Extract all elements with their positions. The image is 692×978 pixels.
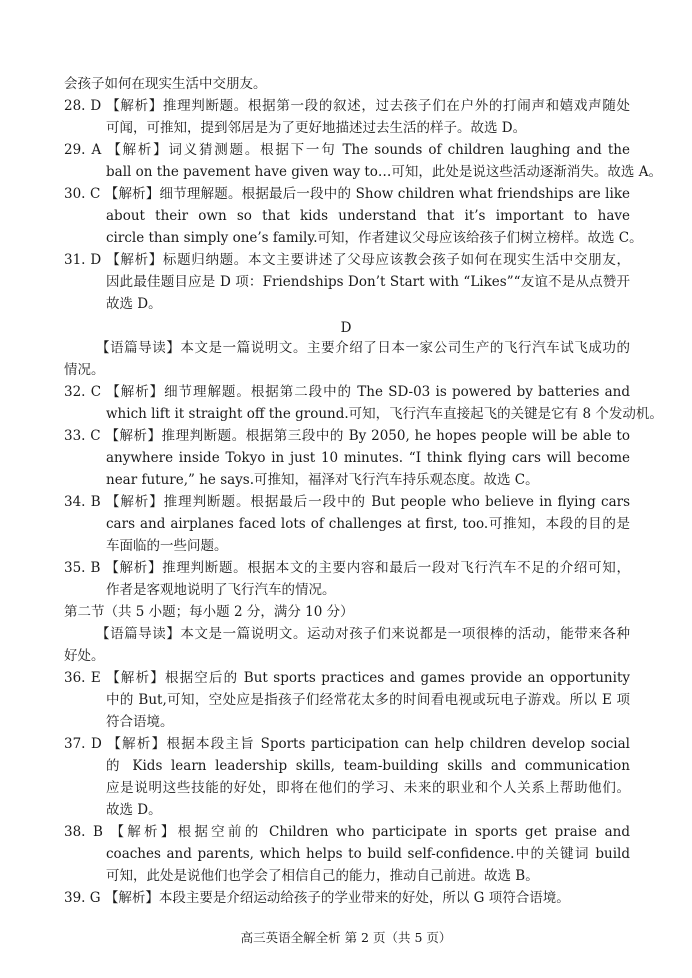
text-line: 33. C 【解析】推理判断题。根据第三段中的 By 2050, he hopes people will be able to [64, 428, 630, 444]
text-line: 因此最佳题目应是 D 项：Friendships Don’t Start with “Likes”“友谊不是从点赞开 [106, 274, 630, 290]
text-line: 会孩子如何在现实生活中交朋友。 [64, 76, 267, 92]
text-line: 可知，此处是说他们也学会了相信自己的能力，推动自己前进。故选 B。 [106, 868, 539, 884]
text-line: which lift it straight off the ground.可知，飞行汽车直接起飞的关键是它有 8 个发动机。 [106, 406, 663, 422]
text-line: 34. B 【解析】推理判断题。根据最后一段中的 But people who believe in flying cars [64, 494, 630, 510]
text-line: 应是说明这些技能的好处，即将在他们的学习、未来的职业和个人关系上帮助他们。 [106, 780, 630, 796]
text-line: 30. C 【解析】细节理解题。根据最后一段中的 Show children what friendships are like [64, 186, 630, 202]
text-line: 可闻，可推知，提到邻居是为了更好地描述过去生活的样子。故选 D。 [106, 120, 527, 136]
text-line: anywhere inside Tokyo in just 10 minutes. “I think flying cars will become [106, 450, 630, 466]
text-line: 第二节（共 5 小题；每小题 2 分，满分 10 分） [64, 604, 354, 620]
text-line: 车面临的一些问题。 [106, 538, 228, 554]
text-line: 符合语境。 [106, 714, 174, 730]
text-line: 故选 D。 [106, 802, 162, 818]
text-line: 35. B 【解析】推理判断题。根据本文的主要内容和最后一段对飞行汽车不足的介绍可知， [64, 560, 630, 576]
text-line: 故选 D。 [106, 296, 162, 312]
text-line: 38. B 【解析】根据空前的 Children who participate in sports get praise and [64, 824, 630, 840]
text-line: ball on the pavement have given way to…可知，此处是说这些活动逐渐消失。故选 A。 [106, 164, 662, 180]
text-line: circle than simply one’s family.可知，作者建议父母应该给孩子们树立榜样。故选 C。 [106, 230, 643, 246]
text-line: coaches and parents, which helps to build self-confidence.中的关键词 build [106, 846, 630, 862]
text-line: 的 Kids learn leadership skills, team-building skills and communication [106, 758, 630, 774]
section-heading: D [340, 320, 352, 336]
text-line: 好处。 [64, 648, 105, 664]
text-line: 28. D 【解析】推理判断题。根据第一段的叙述，过去孩子们在户外的打闹声和嬉戏声随处 [64, 98, 630, 114]
text-line: 31. D 【解析】标题归纳题。本文主要讲述了父母应该教会孩子如何在现实生活中交朋友， [64, 252, 630, 268]
text-line: 36. E 【解析】根据空后的 But sports practices and games provide an opportunity [64, 670, 630, 686]
text-line: 39. G 【解析】本段主要是介绍运动给孩子的学业带来的好处，所以 G 项符合语境。 [64, 890, 570, 906]
text-line: 29. A 【解析】词义猜测题。根据下一句 The sounds of children laughing and the [64, 142, 630, 158]
text-line: cars and airplanes faced lots of challenges at first, too.可推知，本段的目的是 [106, 516, 630, 532]
text-line: near future,” he says.可推知，福泽对飞行汽车持乐观态度。故选 C。 [106, 472, 539, 488]
text-line: 【语篇导读】本文是一篇说明文。主要介绍了日本一家公司生产的飞行汽车试飞成功的 [96, 340, 630, 356]
page-footer: 高三英语全解全析 第 2 页（共 5 页） [240, 930, 452, 945]
text-line: 37. D 【解析】根据本段主旨 Sports participation can help children develop social [64, 736, 630, 752]
text-line: 【语篇导读】本文是一篇说明文。运动对孩子们来说都是一项很棒的活动，能带来各种 [96, 626, 630, 642]
text-line: about their own so that kids understand that it’s important to have [106, 208, 630, 224]
text-line: 作者是客观地说明了飞行汽车的情况。 [106, 582, 336, 598]
text-line: 情况。 [64, 362, 105, 378]
text-line: 中的 But,可知，空处应是指孩子们经常花太多的时间看电视或玩电子游戏。所以 E 项 [106, 692, 630, 708]
text-line: 32. C 【解析】细节理解题。根据第二段中的 The SD-03 is powered by batteries and [64, 384, 630, 400]
